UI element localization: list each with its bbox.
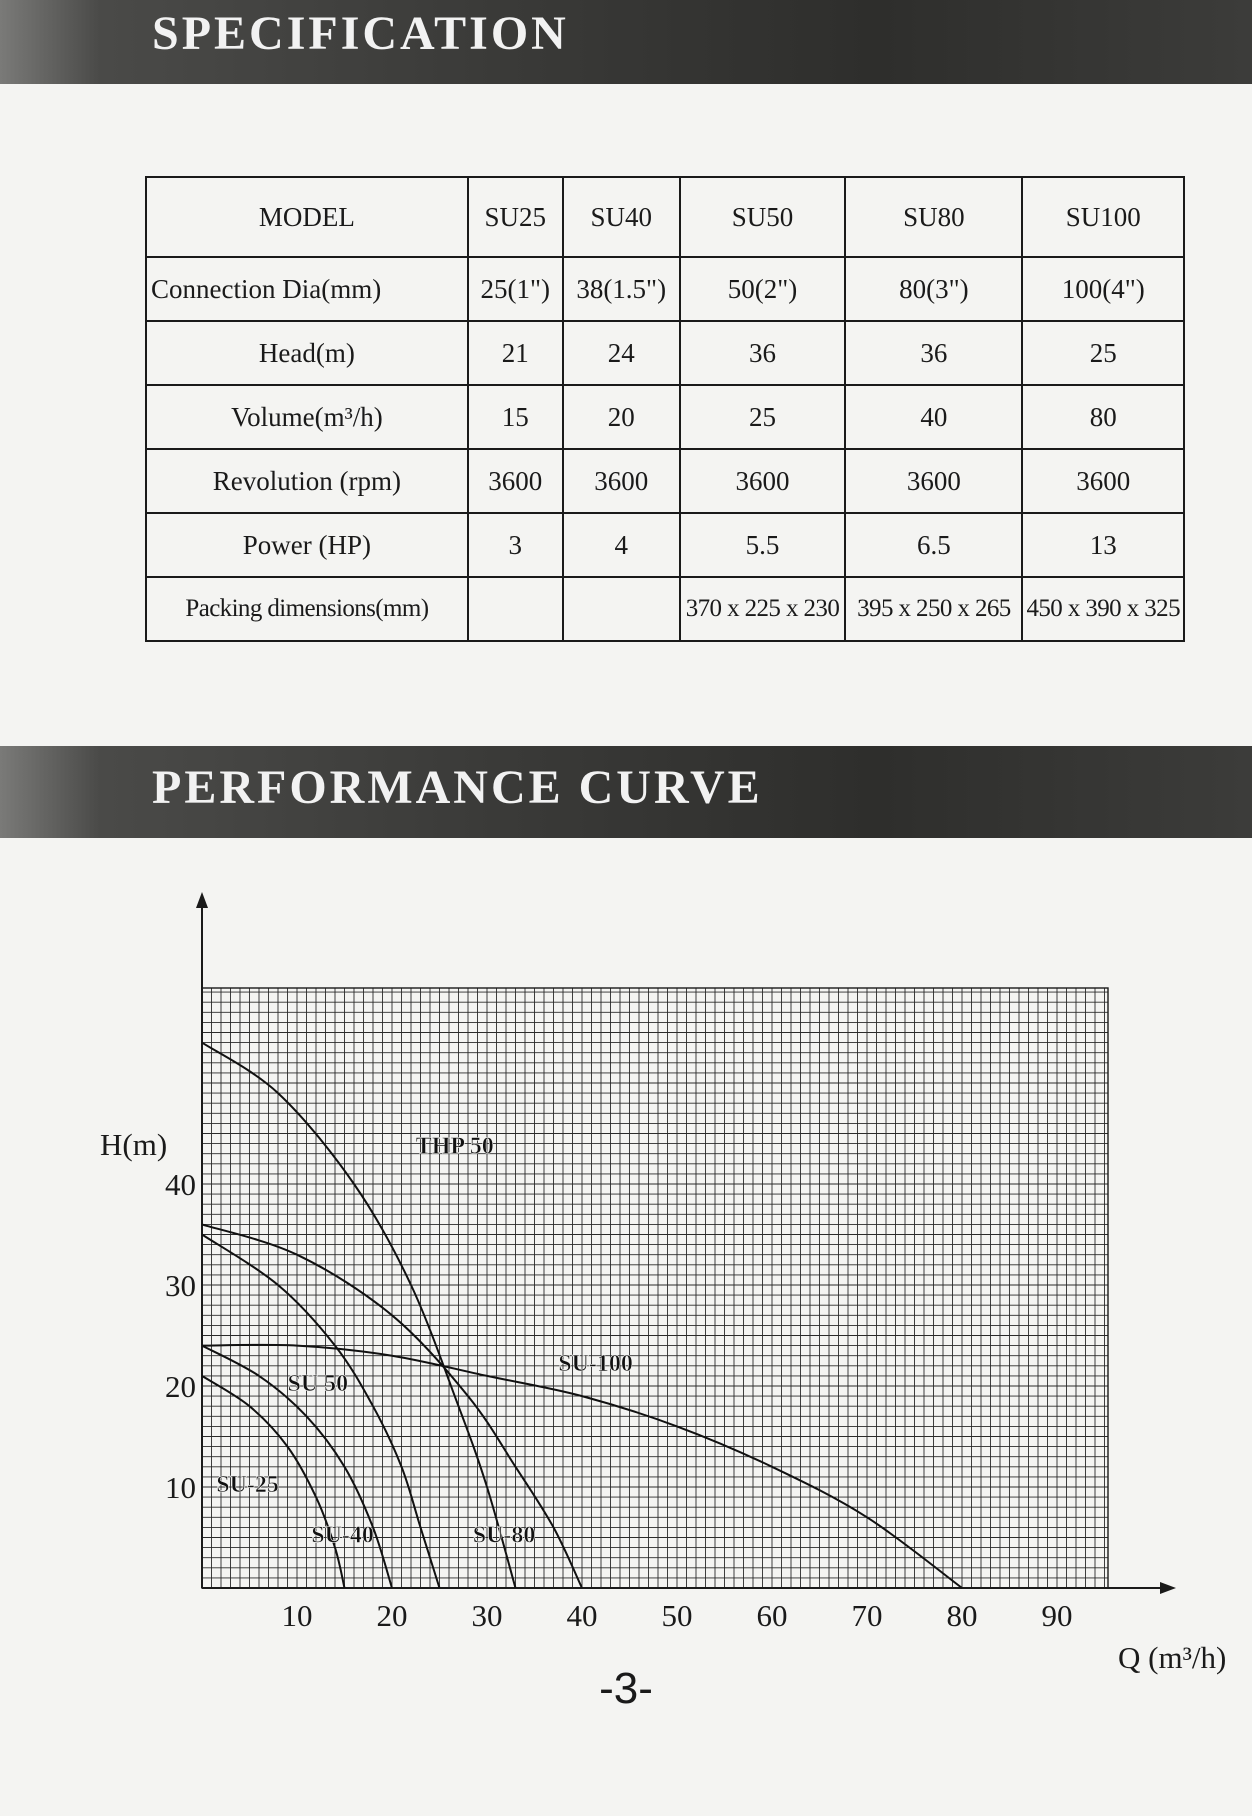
table-row (146, 449, 1184, 513)
row-label: Packing dimensions(mm) (146, 577, 468, 641)
table-cell: 6.5 (845, 513, 1022, 577)
row-label: Power (HP) (146, 513, 468, 577)
x-tick-label: 10 (281, 1598, 313, 1633)
x-axis-label: Q (m³/h) (1118, 1640, 1227, 1675)
specification-table (145, 176, 1185, 642)
table-cell: 3600 (680, 449, 846, 513)
header-cell: SU100 (1022, 177, 1184, 257)
table-cell: 80(3") (845, 257, 1022, 321)
table-cell: 25 (1022, 321, 1184, 385)
table-cell: 21 (468, 321, 563, 385)
header-cell: SU25 (468, 177, 563, 257)
table-cell: 5.5 (680, 513, 846, 577)
table-cell: 38(1.5") (563, 257, 680, 321)
row-label: Revolution (rpm) (146, 449, 468, 513)
performance-banner (0, 746, 1252, 838)
table-cell: 25 (680, 385, 846, 449)
series-label-su-40: SU-40 (311, 1522, 374, 1549)
performance-chart (0, 860, 1252, 1680)
series-label-su-25: SU-25 (216, 1472, 279, 1499)
specification-banner (0, 0, 1252, 84)
table-cell: 15 (468, 385, 563, 449)
table-cell: 3600 (1022, 449, 1184, 513)
y-tick-label: 20 (165, 1369, 196, 1404)
table-cell: 3 (468, 513, 563, 577)
table-cell: 24 (563, 321, 680, 385)
table-cell: 3600 (563, 449, 680, 513)
table-cell: 3600 (845, 449, 1022, 513)
table-cell: 20 (563, 385, 680, 449)
table-cell: 370 x 225 x 230 (680, 577, 846, 641)
series-label-su-100: SU-100 (558, 1350, 633, 1377)
row-label: Volume(m³/h) (146, 385, 468, 449)
table-header-row (146, 177, 1184, 257)
x-tick-label: 80 (946, 1598, 978, 1633)
table-row (146, 257, 1184, 321)
table-cell (468, 577, 563, 641)
table-cell: 3600 (468, 449, 563, 513)
x-tick-label: 50 (661, 1598, 693, 1633)
table-cell: 25(1") (468, 257, 563, 321)
y-axis-label: H(m) (100, 1127, 168, 1162)
series-label-su-80: SU-80 (472, 1522, 536, 1549)
x-tick-label: 60 (756, 1598, 788, 1633)
grid-frame (202, 988, 1108, 1588)
chart-grid (202, 988, 1108, 1588)
x-tick-label: 40 (566, 1598, 598, 1633)
table-cell: 40 (845, 385, 1022, 449)
table-cell: 395 x 250 x 265 (845, 577, 1022, 641)
series-label-thp-50: THP 50 (415, 1133, 494, 1160)
table-cell: 36 (680, 321, 846, 385)
table-cell: 450 x 390 x 325 (1022, 577, 1184, 641)
table-row (146, 577, 1184, 641)
table-cell: 36 (845, 321, 1022, 385)
page-number: -3- (599, 1664, 653, 1713)
x-tick-label: 30 (471, 1598, 503, 1633)
row-label: Connection Dia(mm) (146, 257, 468, 321)
x-tick-label: 90 (1041, 1598, 1073, 1633)
table-row (146, 321, 1184, 385)
header-cell: SU80 (845, 177, 1022, 257)
y-tick-label: 40 (165, 1167, 196, 1202)
table-cell: 50(2") (680, 257, 846, 321)
header-cell: MODEL (146, 177, 468, 257)
table-row (146, 385, 1184, 449)
y-tick-label: 10 (165, 1470, 196, 1505)
y-tick-label: 30 (165, 1268, 196, 1303)
x-tick-label: 70 (851, 1598, 883, 1633)
y-axis-arrow (196, 892, 208, 908)
table-cell: 13 (1022, 513, 1184, 577)
row-label: Head(m) (146, 321, 468, 385)
table-cell: 80 (1022, 385, 1184, 449)
chart-axes (196, 892, 1176, 1594)
specification-title: SPECIFICATION (152, 7, 569, 60)
series-label-su-50: SU 50 (287, 1371, 349, 1398)
x-axis-arrow (1160, 1582, 1176, 1594)
table-cell (563, 577, 680, 641)
header-cell: SU50 (680, 177, 846, 257)
table-cell: 4 (563, 513, 680, 577)
x-tick-label: 20 (376, 1598, 408, 1633)
header-cell: SU40 (563, 177, 680, 257)
table-row (146, 513, 1184, 577)
performance-title: PERFORMANCE CURVE (152, 761, 763, 814)
table-cell: 100(4") (1022, 257, 1184, 321)
